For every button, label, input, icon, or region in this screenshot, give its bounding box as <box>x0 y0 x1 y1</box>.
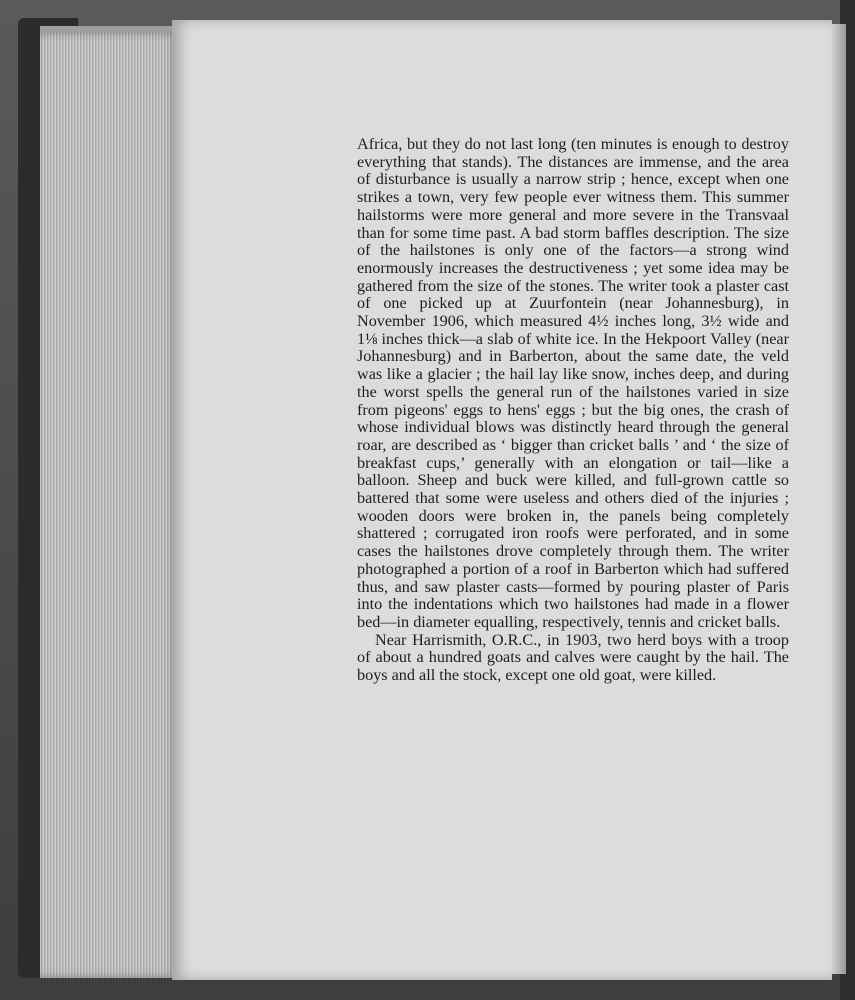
paragraph-harrismith: Near Harrismith, O.R.C., in 1903, two herd boys with a troop of about a hundred goats and calves were caught by the hail. The boys and all the stock, except one old goat, were killed. <box>357 630 789 685</box>
page-right-edge <box>832 24 846 974</box>
paragraph-hailstorms: Africa, but they do not last long (ten minutes is enough to destroy everything that stands). The distances are immense, and the area of disturbance is usually a narrow strip ; hence, except when one strikes a town, very few people ever witness them. This summer hailstorms were more general and more severe in the Transvaal than for some time past. A bad storm baffles description. The size of the hailstones is only one of the factors—a strong wind enormously increases the destructiveness ; yet some idea may be gathered from the size of the stones. The writer took a plaster cast of one picked up at Zuurfontein (near Johannesburg), in November 1906, which measured 4½ inches long, 3½ wide and 1⅛ inches thick—a slab of white ice. In the Hekpoort Valley (near Johannesburg) and in Barberton, about the same date, the veld was like a glacier ; the hail lay like snow, inches deep, and during the worst spells the general run of the hailstones varied in size from pigeons' eggs to hens' eggs ; but the big ones, the crash of whose individual blows was distinctly heard through the general roar, are described as ‘ bigger than cricket balls ’ and ‘ the size of breakfast cups,’ generally with an elongation or tail—like a balloon. Sheep and buck were killed, and full-grown cattle so battered that some were useless and others died of the injuries ; wooden doors were broken in, the panels being completely shattered ; corrugated iron roofs were perforated, and in some cases the hailstones drove completely through them. The writer photographed a portion of a roof in Barberton which had suffered thus, and saw plaster casts—formed by pouring plaster of Paris into the indentations which two hailstones had made in a flower bed—in diameter equalling, respectively, tennis and cricket balls. <box>357 135 789 631</box>
page-body-text <box>357 136 789 685</box>
page-edges-stack <box>40 32 180 978</box>
